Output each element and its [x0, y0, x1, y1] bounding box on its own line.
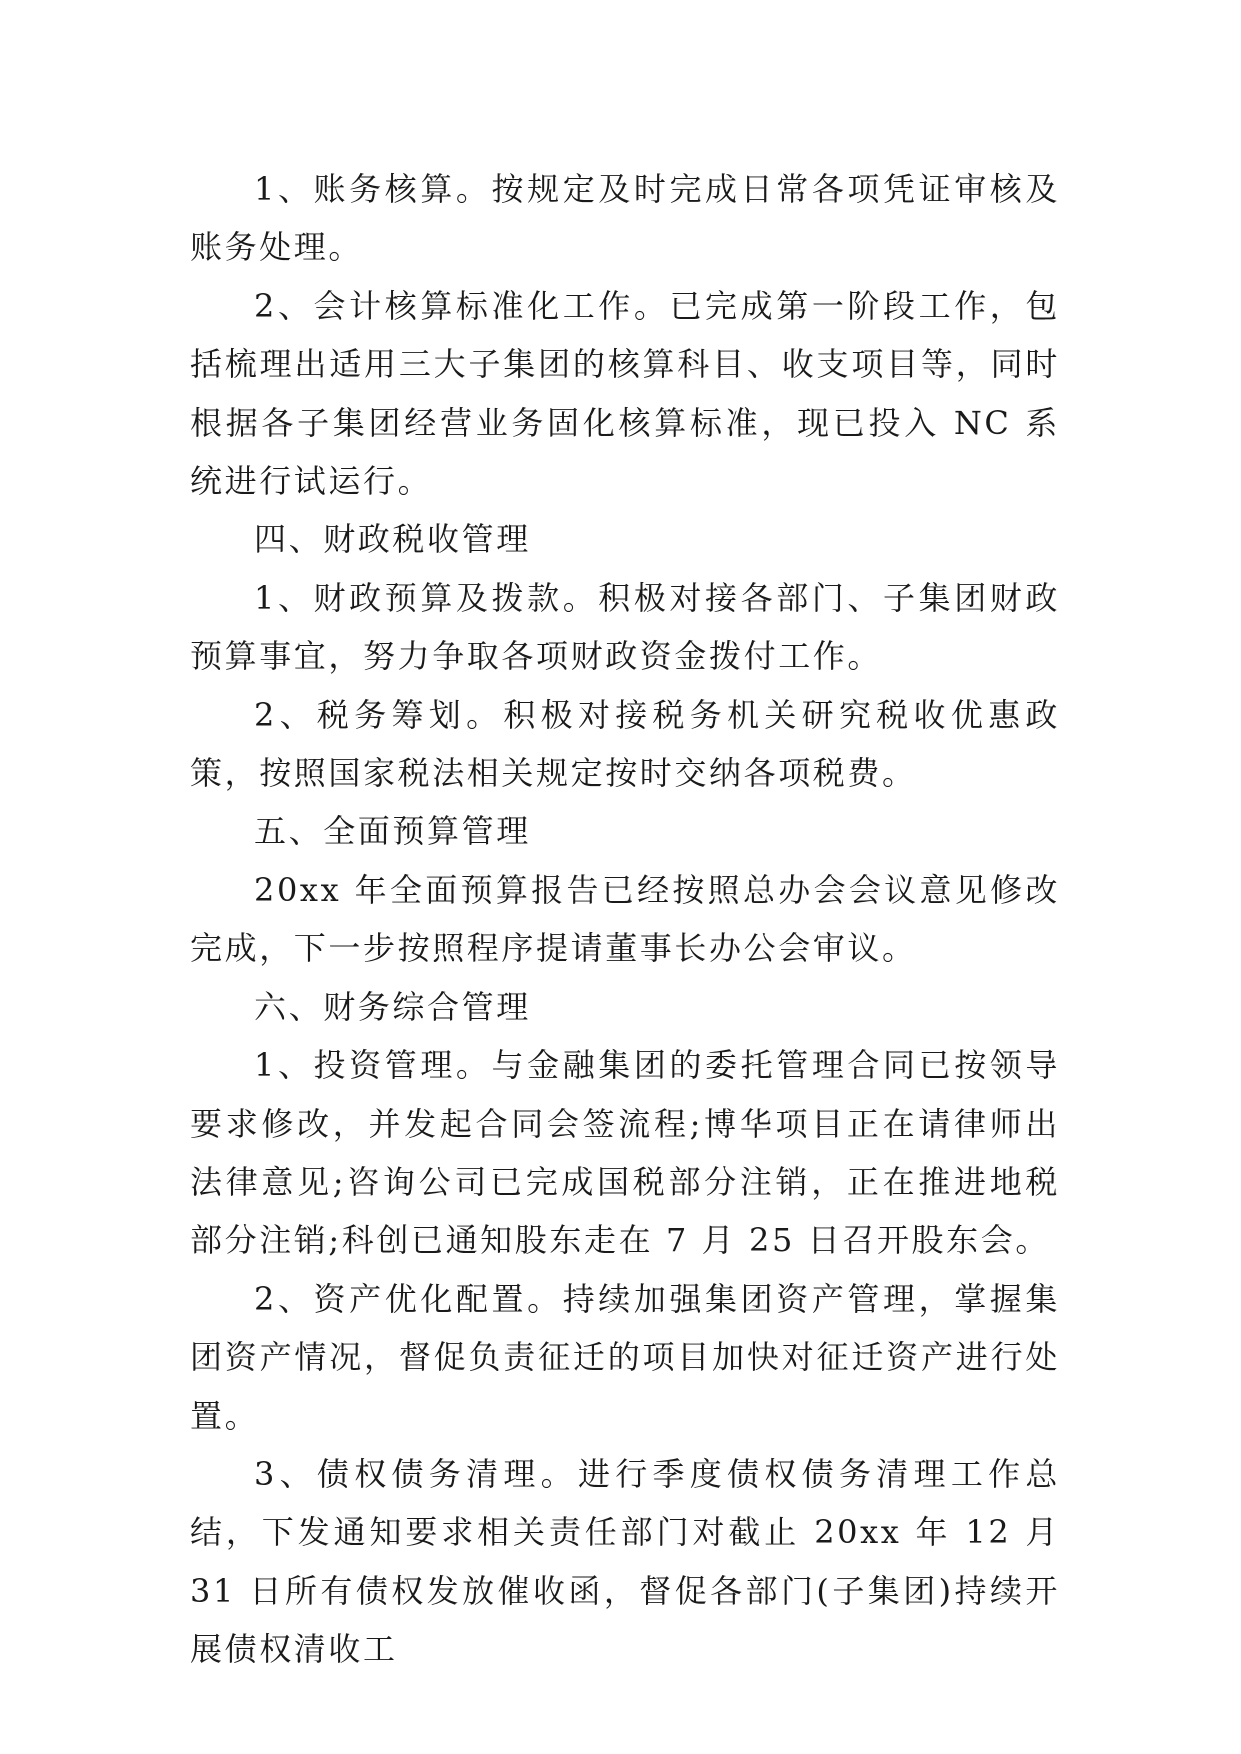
section-heading-budget: 五、全面预算管理 [254, 812, 531, 851]
section-heading-fiscal-tax: 四、财政税收管理 [254, 520, 531, 559]
paragraph-budget-report: 20xx 年全面预算报告已经按照总办会会议意见修改完成，下一步按照程序提请董事长办公会审议。 [190, 870, 1060, 968]
paragraph-fiscal-budget: 1、财政预算及拨款。积极对接各部门、子集团财政预算事宜，努力争取各项财政资金拨付工作。 [190, 578, 1060, 676]
paragraph-debt-clearing: 3、债权债务清理。进行季度债权债务清理工作总结，下发通知要求相关责任部门对截止 20xx 年 12 月 31 日所有债权发放催收函，督促各部门(子集团)持续开展债权清收工 [190, 1454, 1060, 1669]
document-body [190, 160, 1060, 1679]
paragraph-investment: 1、投资管理。与金融集团的委托管理合同已按领导要求修改，并发起合同会签流程;博华项目正在请律师出法律意见;咨询公司已完成国税部分注销，正在推进地税部分注销;科创已通知股东走在 7 月 25 日召开股东会。 [190, 1046, 1060, 1260]
paragraph-asset-allocation: 2、资产优化配置。持续加强集团资产管理，掌握集团资产情况，督促负责征迁的项目加快对征迁资产进行处置。 [190, 1279, 1060, 1435]
paragraph-accounting: 1、账务核算。按规定及时完成日常各项凭证审核及账务处理。 [190, 170, 1060, 267]
paragraph-standardization: 2、会计核算标准化工作。已完成第一阶段工作，包括梳理出适用三大子集团的核算科目、收支项目等，同时根据各子集团经营业务固化核算标准，现已投入 NC 系统进行试运行。 [190, 286, 1060, 501]
paragraph-tax-planning: 2、税务筹划。积极对接税务机关研究税收优惠政策，按照国家税法相关规定按时交纳各项税费。 [190, 695, 1060, 793]
section-heading-finance-general: 六、财务综合管理 [254, 987, 531, 1026]
